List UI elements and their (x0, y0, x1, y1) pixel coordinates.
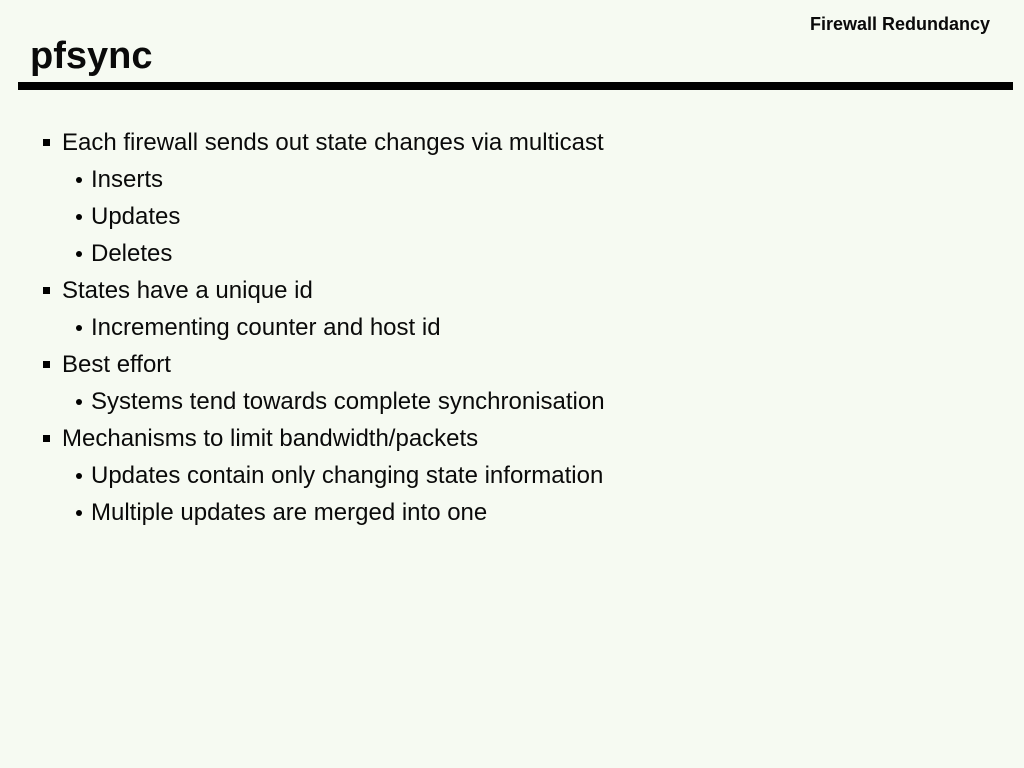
page-title: pfsync (30, 35, 153, 77)
list-item-text: Updates contain only changing state information (91, 461, 604, 489)
list-item-text: Systems tend towards complete synchronisation (91, 387, 605, 415)
dot-bullet-icon (76, 473, 82, 479)
dot-bullet-icon (76, 399, 82, 405)
title-rule (18, 82, 1013, 90)
list-item (0, 457, 1024, 494)
list-item-text: Updates (91, 202, 181, 230)
list-item-text: States have a unique id (62, 276, 313, 304)
list-item (0, 124, 1024, 161)
square-bullet-icon (43, 361, 50, 368)
square-bullet-icon (43, 287, 50, 294)
bullet-list (0, 124, 1024, 531)
list-item (0, 235, 1024, 272)
list-item-text: Mechanisms to limit bandwidth/packets (62, 424, 479, 452)
list-item (0, 494, 1024, 531)
dot-bullet-icon (76, 325, 82, 331)
list-item-text: Incrementing counter and host id (91, 313, 441, 341)
list-item (0, 383, 1024, 420)
list-item (0, 309, 1024, 346)
list-item-text: Deletes (91, 239, 173, 267)
list-item (0, 198, 1024, 235)
dot-bullet-icon (76, 510, 82, 516)
running-title: Firewall Redundancy (809, 14, 990, 34)
list-item (0, 272, 1024, 309)
square-bullet-icon (43, 435, 50, 442)
list-item-text: Multiple updates are merged into one (91, 498, 488, 526)
dot-bullet-icon (76, 214, 82, 220)
list-item-text: Inserts (91, 165, 164, 193)
dot-bullet-icon (76, 251, 82, 257)
square-bullet-icon (43, 139, 50, 146)
list-item (0, 161, 1024, 198)
list-item (0, 420, 1024, 457)
list-item-text: Best effort (62, 350, 171, 378)
list-item-text: Each firewall sends out state changes via multicast (62, 128, 604, 156)
list-item (0, 346, 1024, 383)
dot-bullet-icon (76, 177, 82, 183)
